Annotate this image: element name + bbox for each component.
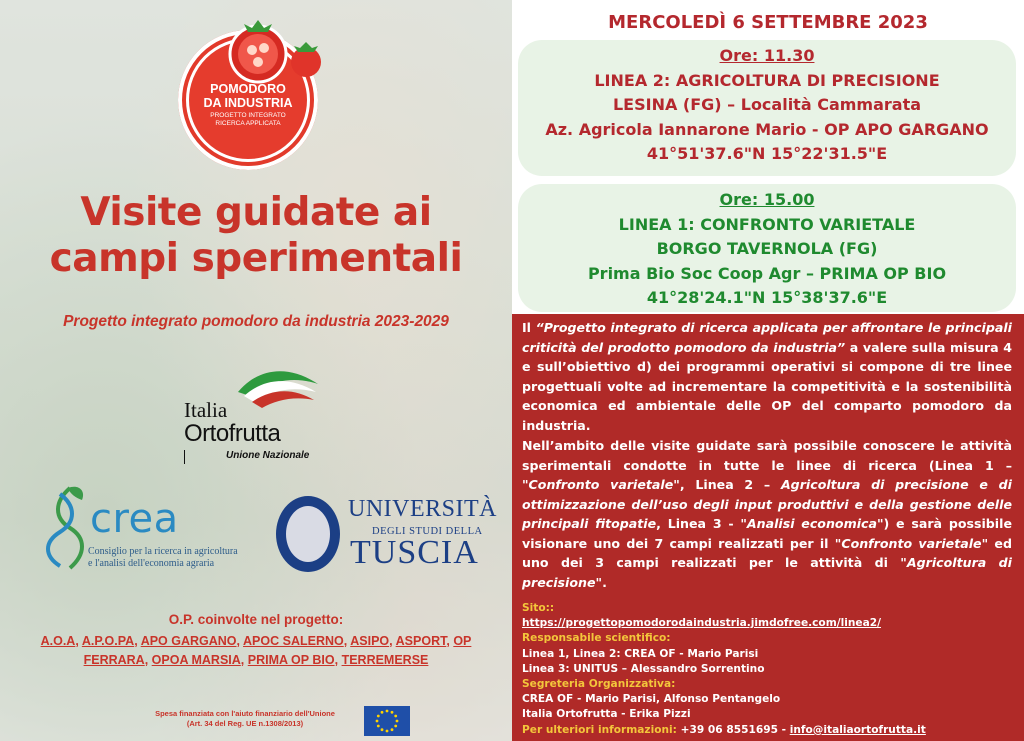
tuscia-degli: DEGLI STUDI DELLA [372, 526, 483, 537]
io-divider [184, 450, 185, 464]
p2-text-d: Agricoltura di precisione e di ottimizzazione dell’uso degli input produttivi e della gestione delle principali fitopatie [522, 477, 1012, 531]
seg-line2: Italia Ortofrutta - Erika Pizzi [522, 708, 691, 721]
p2-text-h: "Confronto varietale" [834, 535, 989, 551]
op-separator: , [240, 653, 245, 667]
op-link-aoa[interactable]: A.O.A [40, 634, 76, 648]
p2-text-f: "Analisi economica" [740, 516, 884, 531]
op-title: O.P. coinvolte nel progetto: [168, 612, 344, 627]
visit1-coords: 41°51'37.6"N 15°22'31.5"E [646, 144, 888, 163]
tuscia-universita: UNIVERSITÀ [348, 496, 497, 522]
visit-box-1 [518, 40, 1016, 176]
p2-text-k: . [602, 574, 607, 590]
event-date: MERCOLEDÌ 6 SETTEMBRE 2023 [608, 12, 928, 33]
visit2-time: Ore: 15.00 [719, 190, 815, 209]
op-link-apo-gargano[interactable]: APO GARGANO [140, 634, 237, 648]
crea-wordmark: crea [90, 496, 179, 542]
op-separator: , [236, 634, 241, 648]
right-panel [512, 0, 1024, 741]
op-link-op-ferrara[interactable]: OP FERRARA [83, 634, 472, 667]
crea-logo [40, 484, 240, 574]
contacts [522, 601, 1012, 738]
io-unione-text: Unione Nazionale [226, 450, 310, 461]
visit1-place: LESINA (FG) – Località Cammarata [612, 95, 922, 114]
p2-text-g: ) e sarà possibile visionare uno dei 7 campi realizzati per il [522, 516, 1012, 551]
visit1-line: LINEA 2: AGRICOLTURA DI PRECISIONE [594, 70, 940, 90]
io-italia-text: Italia [184, 398, 228, 422]
sito-link[interactable]: https://progettopomodorodaindustria.jimdofree.com/linea2/ [522, 617, 881, 630]
logo-title [178, 82, 318, 110]
main-title-line1: Visite guidate ai [80, 190, 432, 235]
op-link-asipo[interactable]: ASIPO [350, 634, 390, 648]
op-link-terremerse[interactable]: TERREMERSE [341, 653, 429, 667]
description-panel [512, 314, 1024, 741]
p2-text-i: ed uno dei 3 campi realizzati per le attività di [522, 535, 1012, 570]
logo-sub-line1: PROGETTO INTEGRATO [210, 112, 286, 119]
resp-label: Responsabile scientifico: [522, 632, 671, 645]
info-email-link[interactable]: info@italiaortofrutta.it [789, 723, 926, 736]
crea-sub-line2: e l'analisi dell'economia agraria [88, 558, 215, 569]
logo-sub-line2: RICERCA APPLICATA [215, 120, 281, 127]
p2-text-j: "Agricoltura di precisione" [522, 555, 1012, 590]
op-link-opoa-marsia[interactable]: OPOA MARSIA [151, 653, 241, 667]
io-ortofrutta-text: Ortofrutta [184, 420, 281, 447]
info-line [522, 723, 1012, 738]
logo-subtitle [178, 112, 318, 128]
p2-text-a: Nell’ambito delle visite guidate sarà possibile conoscere le attività sperimentali condotte in tutte le linee di ricerca (Linea 1 – [522, 438, 1012, 473]
italia-ortofrutta-logo [178, 362, 338, 466]
p1-project-title: “Progetto integrato di ricerca applicata per affrontare le principali criticità del prodotto pomodoro da industria” [522, 320, 1012, 355]
logo-title-line1: POMODORO [210, 82, 286, 96]
info-label: Per ulteriori informazioni: [522, 723, 677, 736]
op-separator: , [334, 653, 339, 667]
visit2-company: Prima Bio Soc Coop Agr – PRIMA OP BIO [587, 263, 947, 283]
visit2-line: LINEA 1: CONFRONTO VARIETALE [618, 214, 916, 234]
funding-line1: Spesa finanziata con l'aiuto finanziario dell'Unione [155, 709, 335, 718]
university-seal-icon [276, 496, 340, 572]
description-paragraph-2 [522, 436, 1012, 592]
op-link-apopa[interactable]: A.P.O.PA [81, 634, 135, 648]
op-link-asport[interactable]: ASPORT [395, 634, 447, 648]
visit1-company: Az. Agricola Iannarone Mario - OP APO GARGANO [545, 119, 989, 139]
op-link-prima-op-bio[interactable]: PRIMA OP BIO [247, 653, 335, 667]
info-phone: +39 06 8551695 - [676, 723, 790, 736]
crea-subtitle [88, 546, 238, 570]
p1-text-c: a valere sulla misura 4 e sull’obiettivo d) dei programmi operativi si compone di tre linee progettuali volte ad incrementare la competitività e la sostenibilità economica ed ambientale delle OP del comparto pomodoro da industria. [522, 339, 1012, 433]
op-list [24, 632, 488, 670]
funding-line2: (Art. 34 del Reg. UE n.1308/2013) [186, 719, 304, 728]
seg-label: Segreteria Organizzativa: [522, 678, 676, 691]
visit2-place: BORGO TAVERNOLA (FG) [656, 239, 878, 258]
eu-flag-icon [364, 706, 410, 736]
crea-sub-line1: Consiglio per la ricerca in agricoltura [88, 546, 238, 557]
tuscia-name: TUSCIA [350, 534, 479, 571]
universita-tuscia-logo [276, 494, 496, 580]
visit2-coords: 41°28'24.1"N 15°38'37.6"E [646, 288, 888, 307]
subtitle: Progetto integrato pomodoro da industria 2023-2029 [63, 313, 449, 330]
funding-note [130, 709, 360, 729]
pomodoro-da-industria-logo [178, 18, 326, 166]
p2-text-b: "Confronto varietale" [522, 477, 680, 492]
tomato-icon [212, 18, 326, 88]
op-link-apoc-salerno[interactable]: APOC SALERNO [243, 634, 344, 648]
op-separator: , [389, 634, 393, 648]
visit-box-2 [518, 184, 1016, 312]
resp-line1: Linea 1, Linea 2: CREA OF - Mario Parisi [522, 647, 759, 660]
op-separator: , [75, 634, 79, 648]
op-separator: , [343, 634, 348, 648]
p2-text-c: , Linea 2 – [679, 477, 781, 492]
op-separator: , [134, 634, 138, 648]
p2-text-e: , Linea 3 - [656, 516, 741, 531]
op-separator: , [144, 653, 149, 667]
sito-label: Sito:: [522, 602, 555, 614]
logo-title-line2: DA INDUSTRIA [203, 96, 293, 110]
seg-line1: CREA OF - Mario Parisi, Alfonso Pentangelo [522, 693, 781, 706]
op-separator: , [446, 634, 450, 648]
p1-text-a: Il [522, 320, 536, 335]
eu-stars [364, 706, 410, 736]
resp-line2: Linea 3: UNITUS – Alessandro Sorrentino [522, 662, 765, 675]
main-title [20, 190, 492, 282]
seal-inner [284, 504, 332, 564]
dna-leaf-icon [40, 484, 90, 570]
main-title-line2: campi sperimentali [49, 236, 463, 281]
visit1-time: Ore: 11.30 [719, 46, 815, 65]
description-paragraph-1 [522, 318, 1012, 435]
